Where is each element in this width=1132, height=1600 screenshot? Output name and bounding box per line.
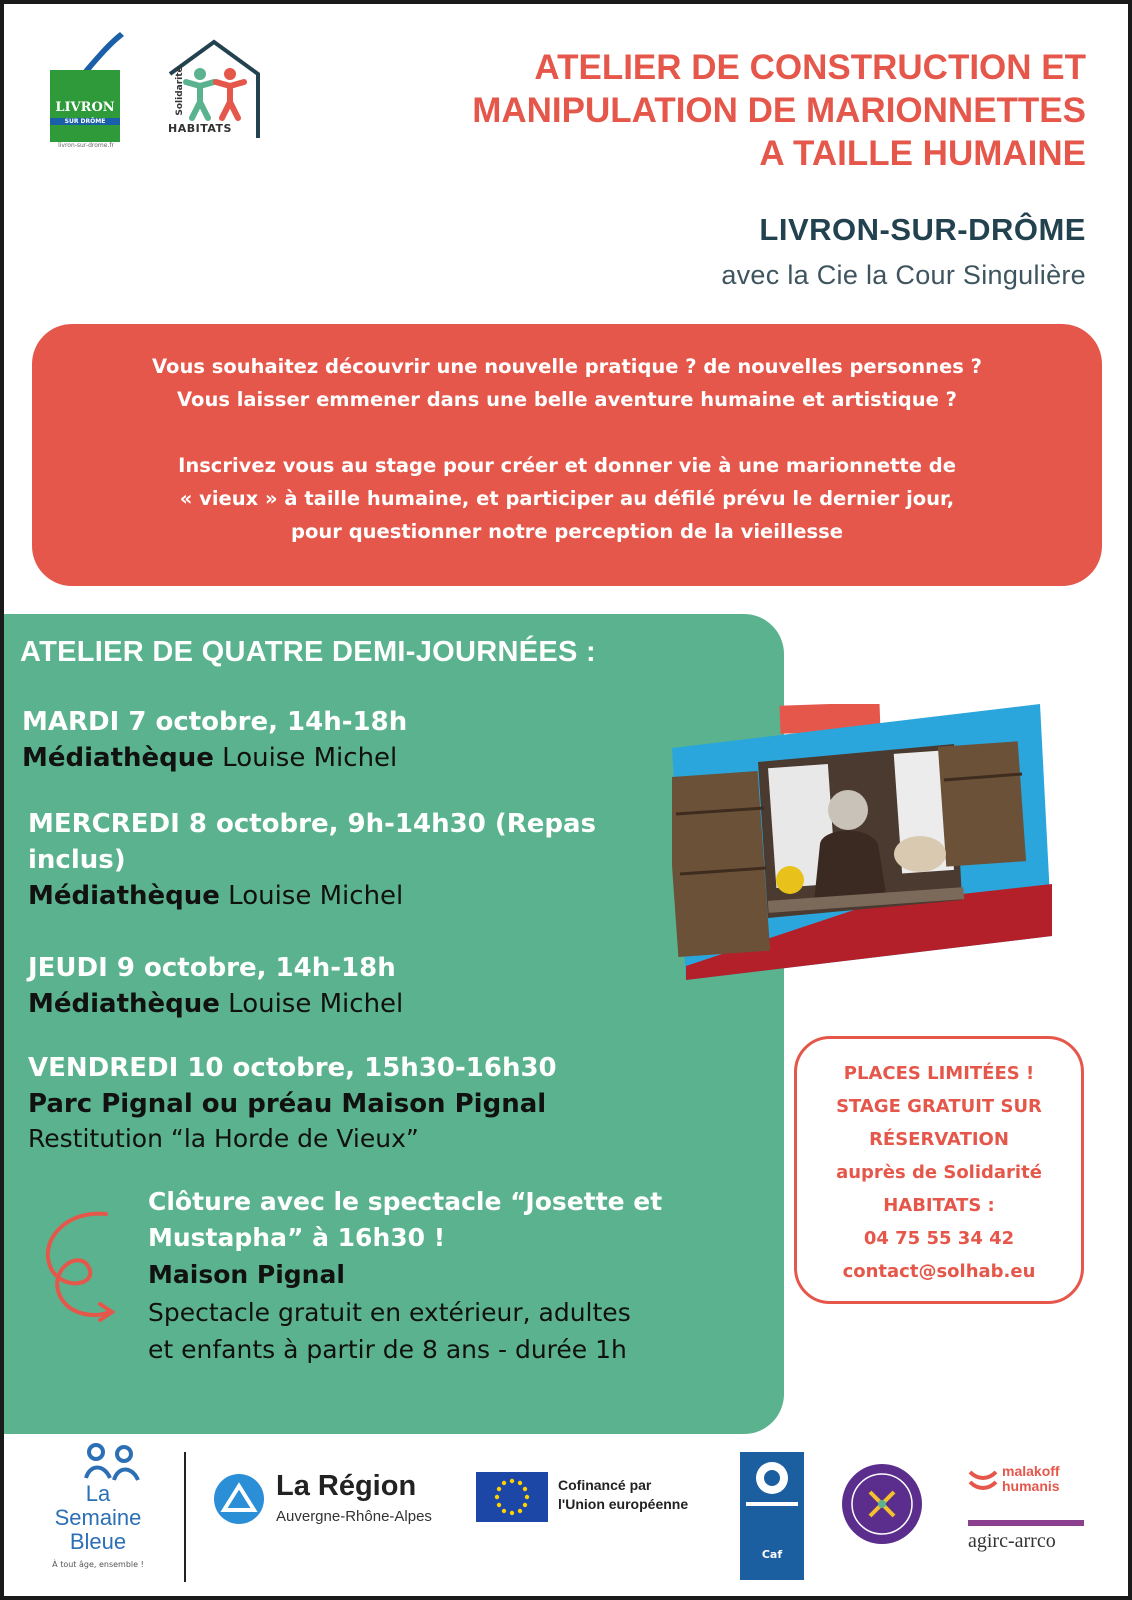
city-name: LIVRON-SUR-DRÔME [759,212,1086,247]
intro-p1-line2: Vous laisser emmener dans une belle aventure humaine et artistique ? [177,388,957,411]
booking-email[interactable]: contact@solhab.eu [842,1261,1036,1282]
booking-line-3: RÉSERVATION [869,1129,1009,1150]
people-circles-icon [82,1442,162,1482]
poster-title [326,46,1086,175]
closing-note-2: et enfants à partir de 8 ans - durée 1h [148,1335,627,1364]
session-2-date-line1: MERCREDI 8 octobre, 9h-14h30 (Repas [28,809,597,839]
footer-partners [4,1434,1128,1596]
closing-line2: Mustapha” à 16h30 ! [148,1223,446,1252]
booking-line-4: auprès de Solidarité [836,1162,1042,1183]
malakoff-agirc-logo [968,1464,1088,1574]
booking-line-2: STAGE GRATUIT SUR [836,1096,1042,1117]
title-line-3: A TAILLE HUMAINE [759,134,1086,173]
session-3-place: Médiathèque Louise Michel [28,989,404,1019]
region-logo [212,1468,462,1538]
title-line-1: ATELIER DE CONSTRUCTION ET [534,48,1086,87]
semaine-bleue-semaine: Semaine [54,1505,142,1530]
livron-logo [46,30,126,152]
intro-p2-line1: Inscrivez vous au stage pour créer et donner vie à une marionnette de [178,454,956,477]
caf-label: Caf [761,1548,783,1561]
caf-logo [740,1452,804,1580]
agirc-arrco-text: agirc-arrco [968,1530,1056,1552]
session-4-place: Parc Pignal ou préau Maison Pignal [28,1089,547,1119]
session-2-place: Médiathèque Louise Michel [28,881,404,911]
solidarite-habitats-logo [156,38,266,142]
booking-line-1: PLACES LIMITÉES ! [843,1063,1035,1084]
closing-line1: Clôture avec le spectacle “Josette et [148,1187,663,1216]
round-partner-logo-icon [840,1462,924,1546]
session-4 [28,1050,688,1156]
booking-line-5: HABITATS : [883,1195,995,1216]
livron-logo-url: livron-sur-drome.fr [58,142,114,149]
company-name: avec la Cie la Cour Singulière [721,260,1086,290]
schedule-heading: ATELIER DE QUATRE DEMI-JOURNÉES : [20,636,596,668]
closing-place: Maison Pignal [148,1260,345,1289]
closing-note-1: Spectacle gratuit en extérieur, adultes [148,1298,631,1327]
malakoff-text: malakoff humanis [1002,1463,1060,1494]
semaine-bleue-la: La [85,1481,111,1506]
intro-box [32,324,1102,586]
footer-divider [184,1452,186,1582]
poster [4,4,1128,1596]
session-1-date: MARDI 7 octobre, 14h-18h [22,707,408,737]
region-mountain-icon [212,1472,266,1526]
title-line-2: MANIPULATION DE MARIONNETTES [472,91,1086,130]
semaine-bleue-bleue: Bleue [69,1529,127,1554]
booking-phone[interactable]: 04 75 55 34 42 [863,1228,1015,1249]
intro-p2-line3: pour questionner notre perception de la vieillesse [291,520,843,543]
caf-emblem-icon [740,1452,804,1516]
agirc-bar [968,1520,1084,1526]
session-1-place: Médiathèque Louise Michel [22,743,398,773]
swirl-arrow-icon [26,1200,126,1330]
session-4-note: Restitution “la Horde de Vieux” [28,1124,419,1153]
solhab-logo-name: HABITATS [168,122,232,135]
puppet-window-photo [672,704,1052,980]
intro-p1-line1: Vous souhaitez découvrir une nouvelle pratique ? de nouvelles personnes ? [152,355,982,378]
eu-flag-icon [476,1472,548,1522]
intro-p2-line2: « vieux » à taille humaine, et participer au défilé prévu le dernier jour, [179,487,955,510]
livron-logo-name: LIVRON [55,100,115,115]
malakoff-wave-icon [968,1466,998,1492]
livron-logo-sub: SUR DRÔME [50,118,120,125]
eu-text: Cofinancé par l'Union européenne [558,1477,689,1512]
session-4-date: VENDREDI 10 octobre, 15h30-16h30 [28,1053,557,1083]
session-1 [22,704,682,776]
region-sub: Auvergne-Rhône-Alpes [276,1508,432,1525]
session-3 [28,950,688,1022]
session-2 [28,806,688,914]
closing-event [148,1184,758,1368]
solhab-logo-vertical: Solidarité [175,66,185,116]
session-3-date: JEUDI 9 octobre, 14h-18h [28,953,396,983]
region-name: La Région [276,1470,417,1502]
semaine-bleue-logo [28,1442,168,1592]
semaine-bleue-tagline: À tout âge, ensemble ! [52,1560,144,1569]
booking-box [794,1036,1084,1304]
session-2-date-line2: inclus) [28,845,126,875]
eu-logo [476,1472,716,1524]
